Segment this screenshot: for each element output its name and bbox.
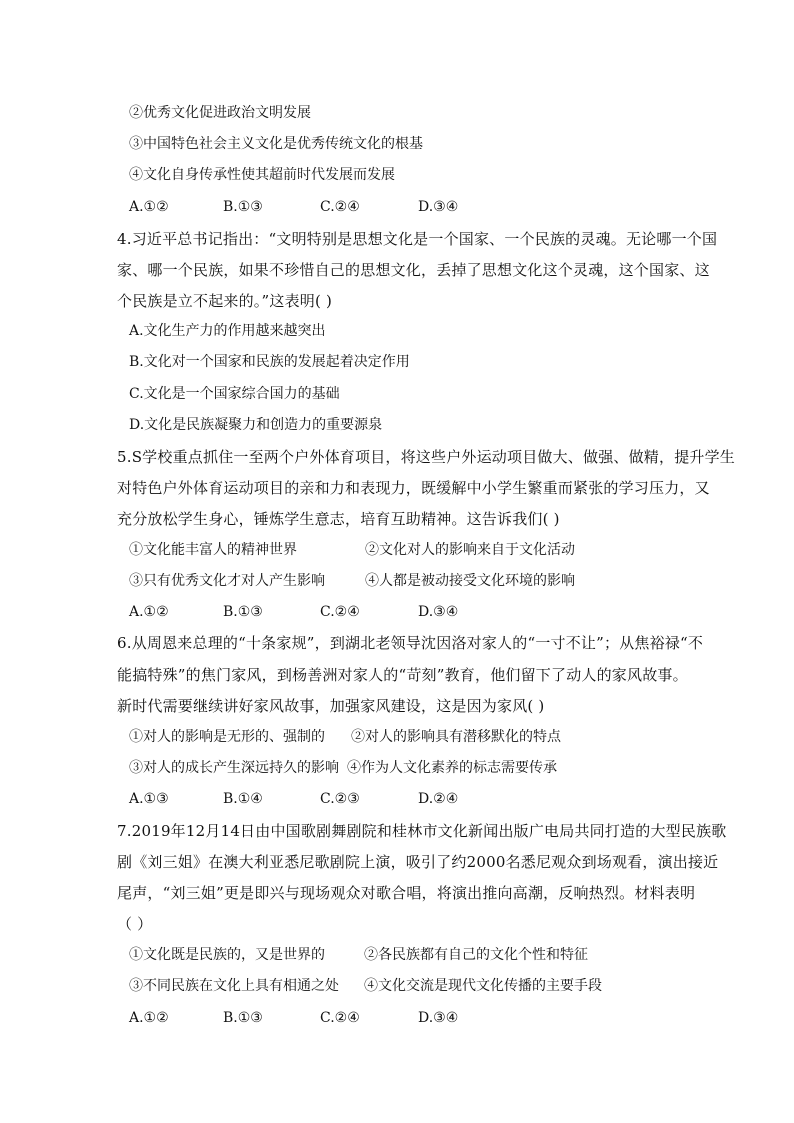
q6-stem-line-2: 能搞特殊”的焦门家风，到杨善洲对家人的“苛刻”教育，他们留下了动人的家风故事。	[117, 666, 688, 684]
q5-choice-a: A.①②	[129, 604, 169, 620]
q6-choice-a: A.①③	[129, 791, 169, 807]
q3-item-2: ②优秀文化促进政治文明发展	[129, 105, 311, 121]
q7-choice-d: D.③④	[418, 1010, 459, 1026]
q3-choice-c: C.②④	[320, 199, 360, 215]
q6-choice-d: D.②④	[418, 791, 459, 807]
q5-choice-b: B.①③	[223, 604, 263, 620]
q4-option-a: A.文化生产力的作用越来越突出	[129, 323, 326, 339]
q6-stem-line-3: 新时代需要继续讲好家风故事，加强家风建设，这是因为家风( )	[117, 697, 545, 715]
q7-stem-line-4: （ ）	[117, 915, 153, 933]
q3-item-4: ④文化自身传承性使其超前时代发展而发展	[129, 167, 395, 183]
q6-choice-c: C.②③	[320, 791, 360, 807]
q7-stem-line-3: 尾声，“刘三姐”更是即兴与现场观众对歌合唱，将演出推向高潮，反响热烈。材料表明	[117, 884, 696, 902]
q5-stem-line-3: 充分放松学生身心，锤炼学生意志，培育互助精神。这告诉我们( )	[117, 510, 560, 528]
q4-option-d: D.文化是民族凝聚力和创造力的重要源泉	[129, 417, 383, 433]
q7-statement-2: ②各民族都有自己的文化个性和特征	[364, 947, 588, 963]
q5-stem-line-2: 对特色户外体育运动项目的亲和力和表现力，既缓解中小学生繁重而紧张的学习压力，又	[117, 479, 710, 497]
q5-statement-1: ①文化能丰富人的精神世界	[129, 542, 297, 558]
q5-choice-c: C.②④	[320, 604, 360, 620]
q4-option-c: C.文化是一个国家综合国力的基础	[129, 386, 340, 402]
q4-stem-line-2: 家、哪一个民族，如果不珍惜自己的思想文化，丢掉了思想文化这个灵魂，这个国家、这	[117, 261, 710, 279]
q5-choice-d: D.③④	[418, 604, 459, 620]
q6-statement-3: ③对人的成长产生深远持久的影响	[129, 760, 339, 776]
q3-item-3: ③中国特色社会主义文化是优秀传统文化的根基	[129, 136, 423, 152]
q3-choice-a: A.①②	[129, 199, 169, 215]
q7-stem-line-1: 7.2019年12月14日由中国歌剧舞剧院和桂林市文化新闻出版广电局共同打造的大型民族歌	[117, 822, 727, 840]
q5-statement-4: ④人都是被动接受文化环境的影响	[365, 573, 575, 589]
q7-stem-line-2: 剧《刘三姐》在澳大利亚悉尼歌剧院上演，吸引了约2000名悉尼观众到场观看，演出接近	[117, 853, 719, 871]
q5-statement-2: ②文化对人的影响来自于文化活动	[365, 542, 575, 558]
q7-choice-c: C.②④	[320, 1010, 360, 1026]
q7-statement-1: ①文化既是民族的，又是世界的	[129, 947, 325, 963]
q7-statement-3: ③不同民族在文化上具有相通之处	[129, 978, 339, 994]
q6-statement-1: ①对人的影响是无形的、强制的	[129, 729, 325, 745]
q6-stem-line-1: 6.从周恩来总理的“十条家规”，到湖北老领导沈因洛对家人的“一寸不让”；从焦裕禄“不	[117, 634, 704, 652]
q7-choice-b: B.①③	[223, 1010, 263, 1026]
q3-choice-d: D.③④	[418, 199, 459, 215]
q7-choice-a: A.①②	[129, 1010, 169, 1026]
q4-stem-line-1: 4.习近平总书记指出：“文明特别是思想文化是一个国家、一个民族的灵魂。无论哪一个国	[117, 230, 718, 248]
q4-option-b: B.文化对一个国家和民族的发展起着决定作用	[129, 354, 410, 370]
q3-choice-b: B.①③	[223, 199, 263, 215]
q7-statement-4: ④文化交流是现代文化传播的主要手段	[364, 978, 602, 994]
q6-statement-4: ④作为人文化素养的标志需要传承	[347, 760, 557, 776]
q4-stem-line-3: 个民族是立不起来的。”这表明( )	[117, 292, 333, 310]
q5-stem-line-1: 5.S学校重点抓住一至两个户外体育项目，将这些户外运动项目做大、做强、做精，提升学生	[117, 448, 735, 466]
q5-statement-3: ③只有优秀文化才对人产生影响	[129, 573, 325, 589]
q6-statement-2: ②对人的影响具有潜移默化的特点	[351, 729, 561, 745]
q6-choice-b: B.①④	[223, 791, 263, 807]
